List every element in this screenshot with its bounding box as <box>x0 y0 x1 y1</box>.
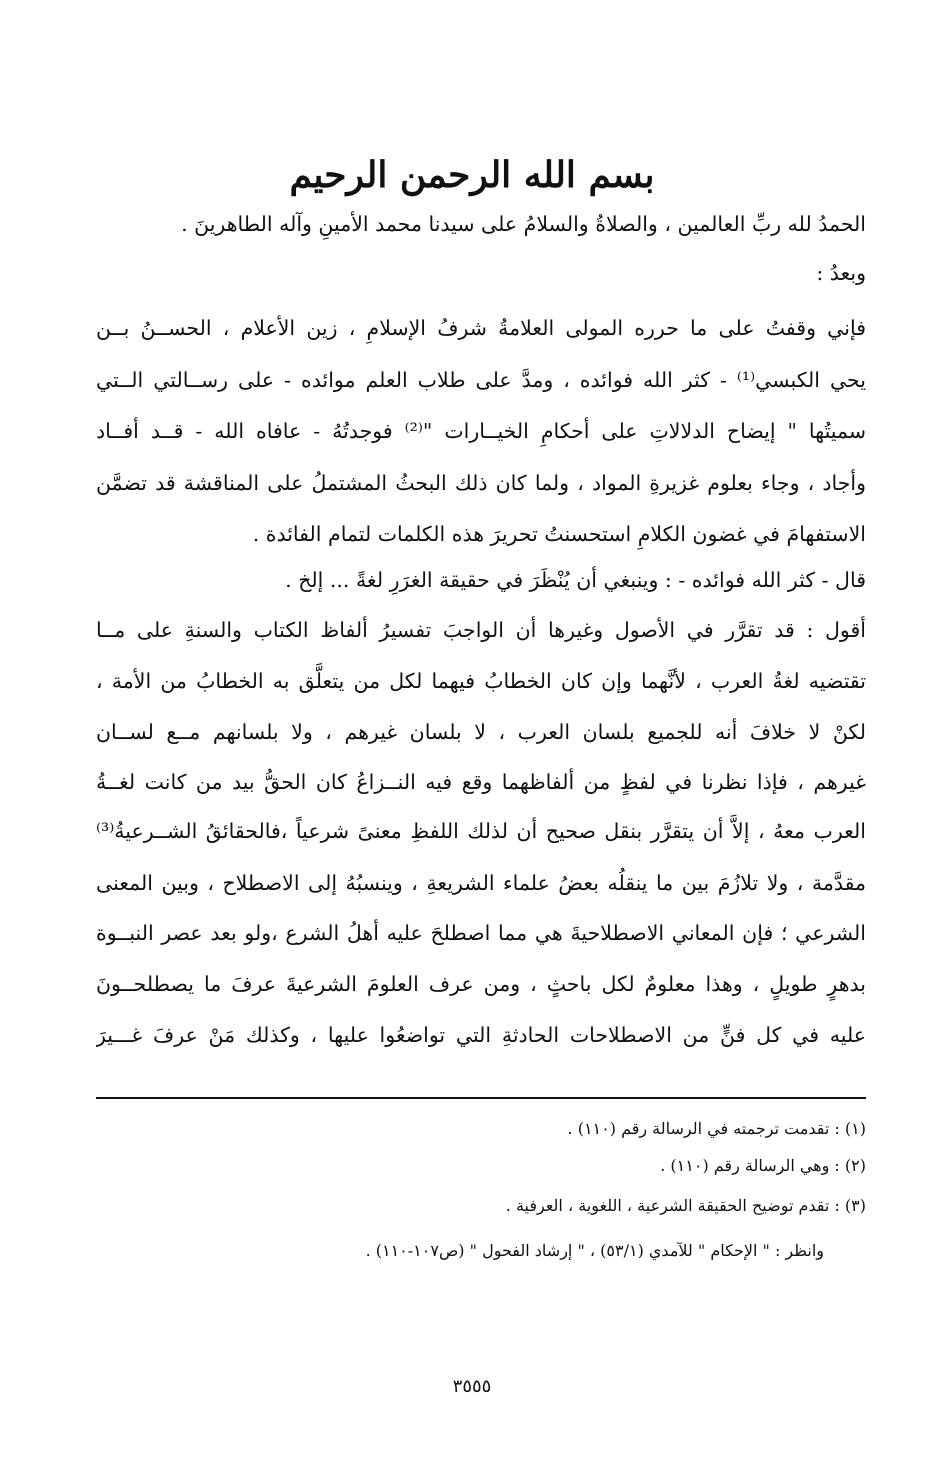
footnote: (٣) : تقدم توضيح الحقيقة الشرعية ، اللغوية ، العرفية . <box>505 1196 866 1215</box>
footnote: وانظر : " الإحكام " للآمدي (٥٣/١) ، " إرشاد الفحول " (ص١٠٧-١١٠) . <box>365 1241 824 1260</box>
text-line: أقول : قد تقرَّر في الأصول وغيرها أن الواجبَ تفسيرُ ألفاظ الكتاب والسنةِ على مــا <box>96 618 866 642</box>
text-line: تقتضيه لغةُ العرب ، لأنَّهما وإن كان الخطابُ فيهما لكل من يتعلَّق به الخطابُ من الأمة ، <box>96 669 866 693</box>
basmala-heading: بسم الله الرحمن الرحيم <box>289 154 655 196</box>
page-number: ٣٥٥٥ <box>452 1376 492 1397</box>
text-line: غيرهم ، فإذا نظرنا في لفظٍ من ألفاظهما وقع فيه النــزاعُ كان الحقُّ بيد من كانت لغــةُ <box>96 770 866 794</box>
text-line: قال - كثر الله فوائده - : وينبغي أن يُنْظَرَ في حقيقة الغرَرِ لغةً ... إلخ . <box>285 568 866 592</box>
text-line: العرب معهُ ، إلاَّ أن يتقرَّر بنقل صحيح أن لذلك اللفظِ معنىً شرعياً ،فالحقائقُ الشــرعيةُ⁽³⁾ <box>96 819 866 843</box>
text-line: وأجاد ، وجاء بعلوم غزيرةِ المواد ، ولما كان ذلك البحثُ المشتملُ على المناقشة قد تضمَّن <box>96 471 866 495</box>
text-line: سميتُها " إيضاح الدلالاتِ على أحكامِ الخيــارات "⁽²⁾ فوجدتُهُ - عافاه الله - قــد أفــاد <box>96 419 866 443</box>
footnote-separator <box>96 1097 866 1099</box>
text-line: مقدَّمة ، ولا تلازُمَ بين ما ينقلُه بعضُ علماء الشريعةِ ، وينسبُهُ إلى الاصطلاح ، وبين المعنى <box>96 871 866 895</box>
footnote: (٢) : وهي الرسالة رقم (١١٠) . <box>660 1156 866 1175</box>
text-line: لكنْ لا خلافَ أنه للجميع بلسان العرب ، لا بلسان غيرهم ، ولا بلسانهم مــع لســان <box>96 720 866 744</box>
text-line: الحمدُ لله ربِّ العالمين ، والصلاةُ والسلامُ على سيدنا محمد الأمينِ وآله الطاهرينَ . <box>181 212 866 236</box>
text-line: عليه في كل فنٍّ من الاصطلاحات الحادثةِ التي تواضعُوا عليها ، وكذلك مَنْ عرفَ غـــيرَ <box>96 1023 866 1047</box>
text-line: فإني وقفتُ على ما حرره المولى العلامةُ شرفُ الإسلامِ ، زين الأعلام ، الحســنُ بــن <box>96 316 866 340</box>
text-line: وبعدُ : <box>816 261 866 285</box>
text-line: الشرعي ؛ فإن المعاني الاصطلاحيةَ هي مما اصطلحَ عليه أهلُ الشرع ،ولو بعد عصر النبــوة <box>96 921 866 945</box>
text-line: الاستفهامَ في غضون الكلامِ استحسنتُ تحريرَ هذه الكلمات لتمام الفائدة . <box>252 522 866 546</box>
text-line: بدهرٍ طويلٍ ، وهذا معلومٌ لكل باحثٍ ، ومن عرف العلومَ الشرعيةَ عرفَ ما يصطلحــونَ <box>96 972 866 996</box>
footnote: (١) : تقدمت ترجمته في الرسالة رقم (١١٠) . <box>567 1119 866 1138</box>
text-line: يحي الكبسي⁽¹⁾ - كثر الله فوائده ، ومدَّ على طلاب العلم موائده - على رســالتي الــتي <box>96 368 866 392</box>
